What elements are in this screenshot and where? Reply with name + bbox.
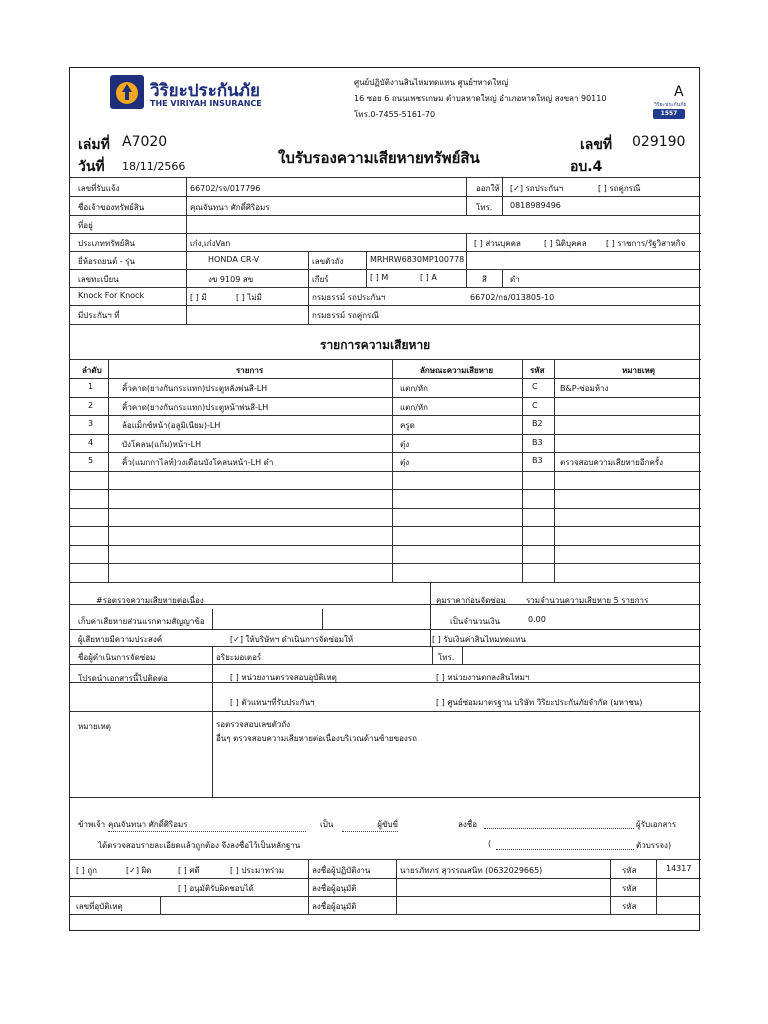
type-personal-checkbox[interactable]: [ ] ส่วนบุคคล — [474, 239, 521, 248]
knock-label: Knock For Knock — [78, 291, 145, 300]
damage-row-5-col-3: B3 — [532, 456, 543, 465]
gear-label: เกียร์ — [312, 275, 329, 284]
type-government-checkbox[interactable]: [ ] ราชการ/รัฐวิสาหกิจ — [606, 239, 686, 248]
sig-name: คุณจันทนา ศักดิ์ศิริอมร — [108, 818, 306, 832]
remark-line-1: รอตรวจสอบเลขตัวถัง — [216, 720, 291, 729]
color-label: สี — [482, 275, 487, 284]
gear-manual-checkbox[interactable]: [ ] M — [370, 273, 389, 282]
damage-row-5-col-4: ตรวจสอบความเสียหายอีกครั้ง — [560, 458, 664, 467]
receiver-name-line — [496, 839, 634, 850]
office-phone: โทร.0-7455-5161-70 — [354, 110, 436, 119]
sig-prefix: ข้าพเจ้า — [78, 820, 106, 829]
fault-right-checkbox[interactable]: [ ] ถูก — [76, 866, 98, 875]
damage-header-1: รายการ — [236, 366, 264, 375]
plate-label: เลขทะเบียน — [78, 275, 119, 284]
damage-row-4-col-0: 4 — [88, 437, 94, 447]
issued-for-label: ออกให้ — [476, 184, 500, 193]
damage-row-2-col-2: แตก/หัก — [400, 402, 429, 412]
damage-row-2-col-1: คิ้วคาด(ยางกันกระแทก)ประตูหน้าพ่นสี-LH — [122, 402, 269, 412]
approver-code-label: รหัส — [622, 884, 637, 893]
doc-number: 029190 — [632, 134, 686, 150]
damage-row-3-col-0: 3 — [88, 419, 94, 428]
total-items: รวมจำนวนความเสียหาย 5 รายการ — [526, 596, 649, 605]
fault-wrong-checkbox[interactable]: [✓] ผิด — [126, 866, 152, 875]
quote-control-label: คุมราคาก่อนจัดซ่อม — [436, 596, 506, 605]
approver-sign-label: ลงชื่อผู้อนุมัติ — [312, 884, 357, 893]
license-plate: งข 9109 สข — [208, 275, 254, 284]
receiver-signature-line — [484, 818, 634, 829]
damage-row-1-col-0: 1 — [88, 382, 94, 391]
damage-header-0: ลำดับ — [82, 366, 102, 375]
damage-row-1-col-3: C — [532, 382, 538, 391]
approver2-code-label: รหัส — [622, 902, 637, 911]
amount-label: เป็นจำนวนเงิน — [450, 617, 500, 626]
company-name-th: วิริยะประกันภัย — [150, 81, 260, 101]
docs-agent-checkbox[interactable]: [ ] ตัวแทนฯที่รับประกันฯ — [230, 698, 315, 707]
intent-repair-checkbox[interactable]: [✓] ให้บริษัทฯ ดำเนินการจัดซ่อมให้ — [230, 635, 354, 644]
garage-label: ชื่อผู้ดำเนินการจัดซ่อม — [78, 653, 156, 662]
notify-no: 66702/รจ/017796 — [190, 184, 261, 193]
property-type: เก๋ง,เก๋งVan — [190, 239, 231, 248]
damage-row-3-col-2: ครูด — [400, 421, 415, 430]
damage-header-3: รหัส — [530, 366, 545, 375]
docs-standard-center-checkbox[interactable]: [ ] ศูนย์ซ่อมมาตรฐาน บริษัท วิริยะประกันภัยจำกัด (มหาชน) — [436, 698, 643, 707]
certificate-form — [69, 67, 700, 931]
docs-claims-unit-checkbox[interactable]: [ ] หน่วยงานตกลงสินไหมฯ — [436, 673, 530, 682]
hotline-badge — [653, 109, 685, 119]
operator-sign-label: ลงชื่อผู้ปฏิบัติงาน — [312, 866, 371, 875]
tel-label: โทร. — [476, 203, 493, 212]
form-code: อบ.4 — [570, 159, 603, 175]
operator-code: 14317 — [666, 864, 692, 873]
damage-row-3-col-1: ล้อแม็กซ์หน้า(อลูมิเนียม)-LH — [122, 421, 221, 430]
damage-row-5-col-2: ตุ๋ง — [400, 458, 410, 467]
notify-no-label: เลขที่รับแจ้ง — [78, 184, 120, 193]
damage-header-4: หมายเหตุ — [622, 366, 655, 375]
sig-receiver-label: ผู้รับเอกสาร — [636, 820, 677, 829]
owner-label: ชื่อเจ้าของทรัพย์สิน — [78, 203, 145, 212]
damage-row-1-col-1: คิ้วคาด(ยางกันกระแทก)ประตูหลังพ่นสี-LH — [122, 384, 268, 393]
viriyah-logo-icon — [110, 75, 144, 109]
knock-yes-checkbox[interactable]: [ ] มี — [190, 293, 207, 302]
office-address-1: ศูนย์ปฏิบัติงานสินไหมทดแทน ศูนย์ฯหาดใหญ่ — [354, 78, 509, 87]
damage-row-5-col-1: คิ้ว(แมกกาไลท์)วงเดือนบังโคลนหน้า-LH ดำ — [122, 458, 274, 467]
policy-other-label: กรมธรรม์ รถคู่กรณี — [312, 311, 379, 320]
badge-caption: วิริยะประกันภัย — [654, 102, 687, 108]
damage-row-4-col-3: B3 — [532, 437, 543, 447]
damage-row-2-col-3: C — [532, 400, 538, 410]
remark-label: หมายเหตุ — [78, 722, 111, 731]
sig-paren-close: ตัวบรรจง) — [636, 841, 672, 850]
docs-accident-unit-checkbox[interactable]: [ ] หน่วยงานตรวจสอบอุบัติเหตุ — [230, 673, 337, 682]
chassis-label: เลขตัวถัง — [312, 257, 344, 266]
date-label: วันที่ — [78, 159, 105, 175]
garage-name: อริยะมอเตอร์ — [216, 653, 262, 662]
owner-tel: 0818989496 — [510, 201, 561, 210]
docs-contact-label: โปรดนำเอกสารนี้ไปติดต่อ — [78, 674, 168, 683]
property-type-label: ประเภททรัพย์สิน — [78, 239, 135, 248]
chassis-number: MRHRW6830MP100778 — [370, 255, 465, 264]
amount-value: 0.00 — [528, 615, 546, 624]
damage-section-title: รายการความเสียหาย — [320, 338, 431, 352]
doc-number-label: เลขที่ — [580, 137, 613, 153]
damage-row-5-col-0: 5 — [88, 456, 94, 465]
intent-cash-checkbox[interactable]: [ ] รับเงินค่าสินไหมทดแทน — [432, 635, 526, 644]
document-title: ใบรับรองความเสียหายทรัพย์สิน — [278, 149, 480, 167]
damage-row-1-col-2: แตก/หัก — [400, 384, 429, 393]
knock-no-checkbox[interactable]: [ ] ไม่มี — [236, 293, 262, 302]
damage-header-2: ลักษณะความเสียหาย — [420, 366, 494, 375]
garage-tel-label: โทร. — [438, 653, 455, 662]
intent-label: ผู้เสียหายมีความประสงค์ — [78, 635, 163, 644]
policy-insured-label: กรมธรรม์ รถประกันฯ — [312, 293, 386, 302]
deductible-label: เก็บค่าเสียหายส่วนแรกตามสัญญาข้อ — [78, 617, 205, 626]
address-label: ที่อยู่ — [78, 221, 93, 230]
brand-label: ยี่ห้อรถยนต์ - รุ่น — [78, 257, 135, 266]
fault-joint-checkbox[interactable]: [ ] ศดี — [178, 866, 200, 875]
office-address-2: 16 ซอย 6 ถนนเพชรเกษม ตำบลหาดใหญ่ อำเภอหาดใหญ่ สงขลา 90110 — [354, 94, 607, 103]
policy-insured-number: 66702/กธ/013805-10 — [470, 293, 555, 302]
damage-row-3-col-3: B2 — [532, 419, 543, 428]
owner-name: คุณจันทนา ศักดิ์ศิริอมร — [190, 203, 270, 212]
remark-line-2: อื่นๆ ตรวจสอบความเสียหายต่อเนื่องบริเวณด้านซ้ายของรถ — [216, 734, 417, 743]
issued-other-checkbox[interactable]: [ ] รถคู่กรณี — [598, 184, 641, 193]
issued-insured-checkbox[interactable]: [✓] รถประกันฯ — [510, 184, 564, 193]
damage-row-4-col-1: บังโคลน(แก้ม)หน้า-LH — [122, 439, 202, 449]
sig-sign-label: ลงชื่อ — [458, 820, 478, 829]
case-no-label: เลขที่อุบัติเหตุ — [76, 902, 123, 911]
corner-letter: A — [674, 84, 684, 100]
approver2-sign-label: ลงชื่อผู้อนุมัติ — [312, 902, 357, 911]
vehicle-brand: HONDA CR-V — [208, 255, 260, 264]
pending-inspection-label: #รอตรวจความเสียหายต่อเนื่อง — [96, 596, 204, 605]
book-label: เล่มที่ — [78, 137, 110, 153]
sig-as-label: เป็น — [320, 820, 334, 829]
fault-compromise-checkbox[interactable]: [ ] ประมาทร่วม — [230, 866, 285, 875]
company-name-en: THE VIRIYAH INSURANCE — [150, 99, 262, 108]
book-number: A7020 — [122, 134, 168, 150]
hotline-number: 1557 — [660, 110, 678, 117]
damage-row-1-col-4: B&P-ซ่อมห้าง — [560, 384, 609, 393]
operator-name: นายรภัทภร สุวรรณสนิท (0632029665) — [400, 866, 543, 875]
vehicle-color: ดำ — [510, 275, 520, 284]
operator-code-label: รหัส — [622, 866, 637, 875]
sig-role: ผู้ขับขี่ — [342, 818, 398, 832]
sig-paren-open: ( — [488, 839, 492, 848]
sig-verify-statement: ได้ตรวจสอบรายละเอียดแล้วถูกต้อง จึงลงชื่อไว้เป็นหลักฐาน — [98, 841, 301, 850]
gear-auto-checkbox[interactable]: [ ] A — [420, 273, 437, 282]
damage-row-2-col-0: 2 — [88, 400, 94, 410]
approve-checkbox[interactable]: [ ] อนุมัติรับผิดชอบได้ — [178, 884, 254, 893]
issue-date: 18/11/2566 — [122, 160, 186, 173]
type-corporate-checkbox[interactable]: [ ] นิติบุคคล — [544, 239, 587, 248]
damage-row-4-col-2: ตุ๋ง — [400, 439, 410, 449]
has-insurance-label: มีประกันฯ ที่ — [78, 311, 120, 320]
